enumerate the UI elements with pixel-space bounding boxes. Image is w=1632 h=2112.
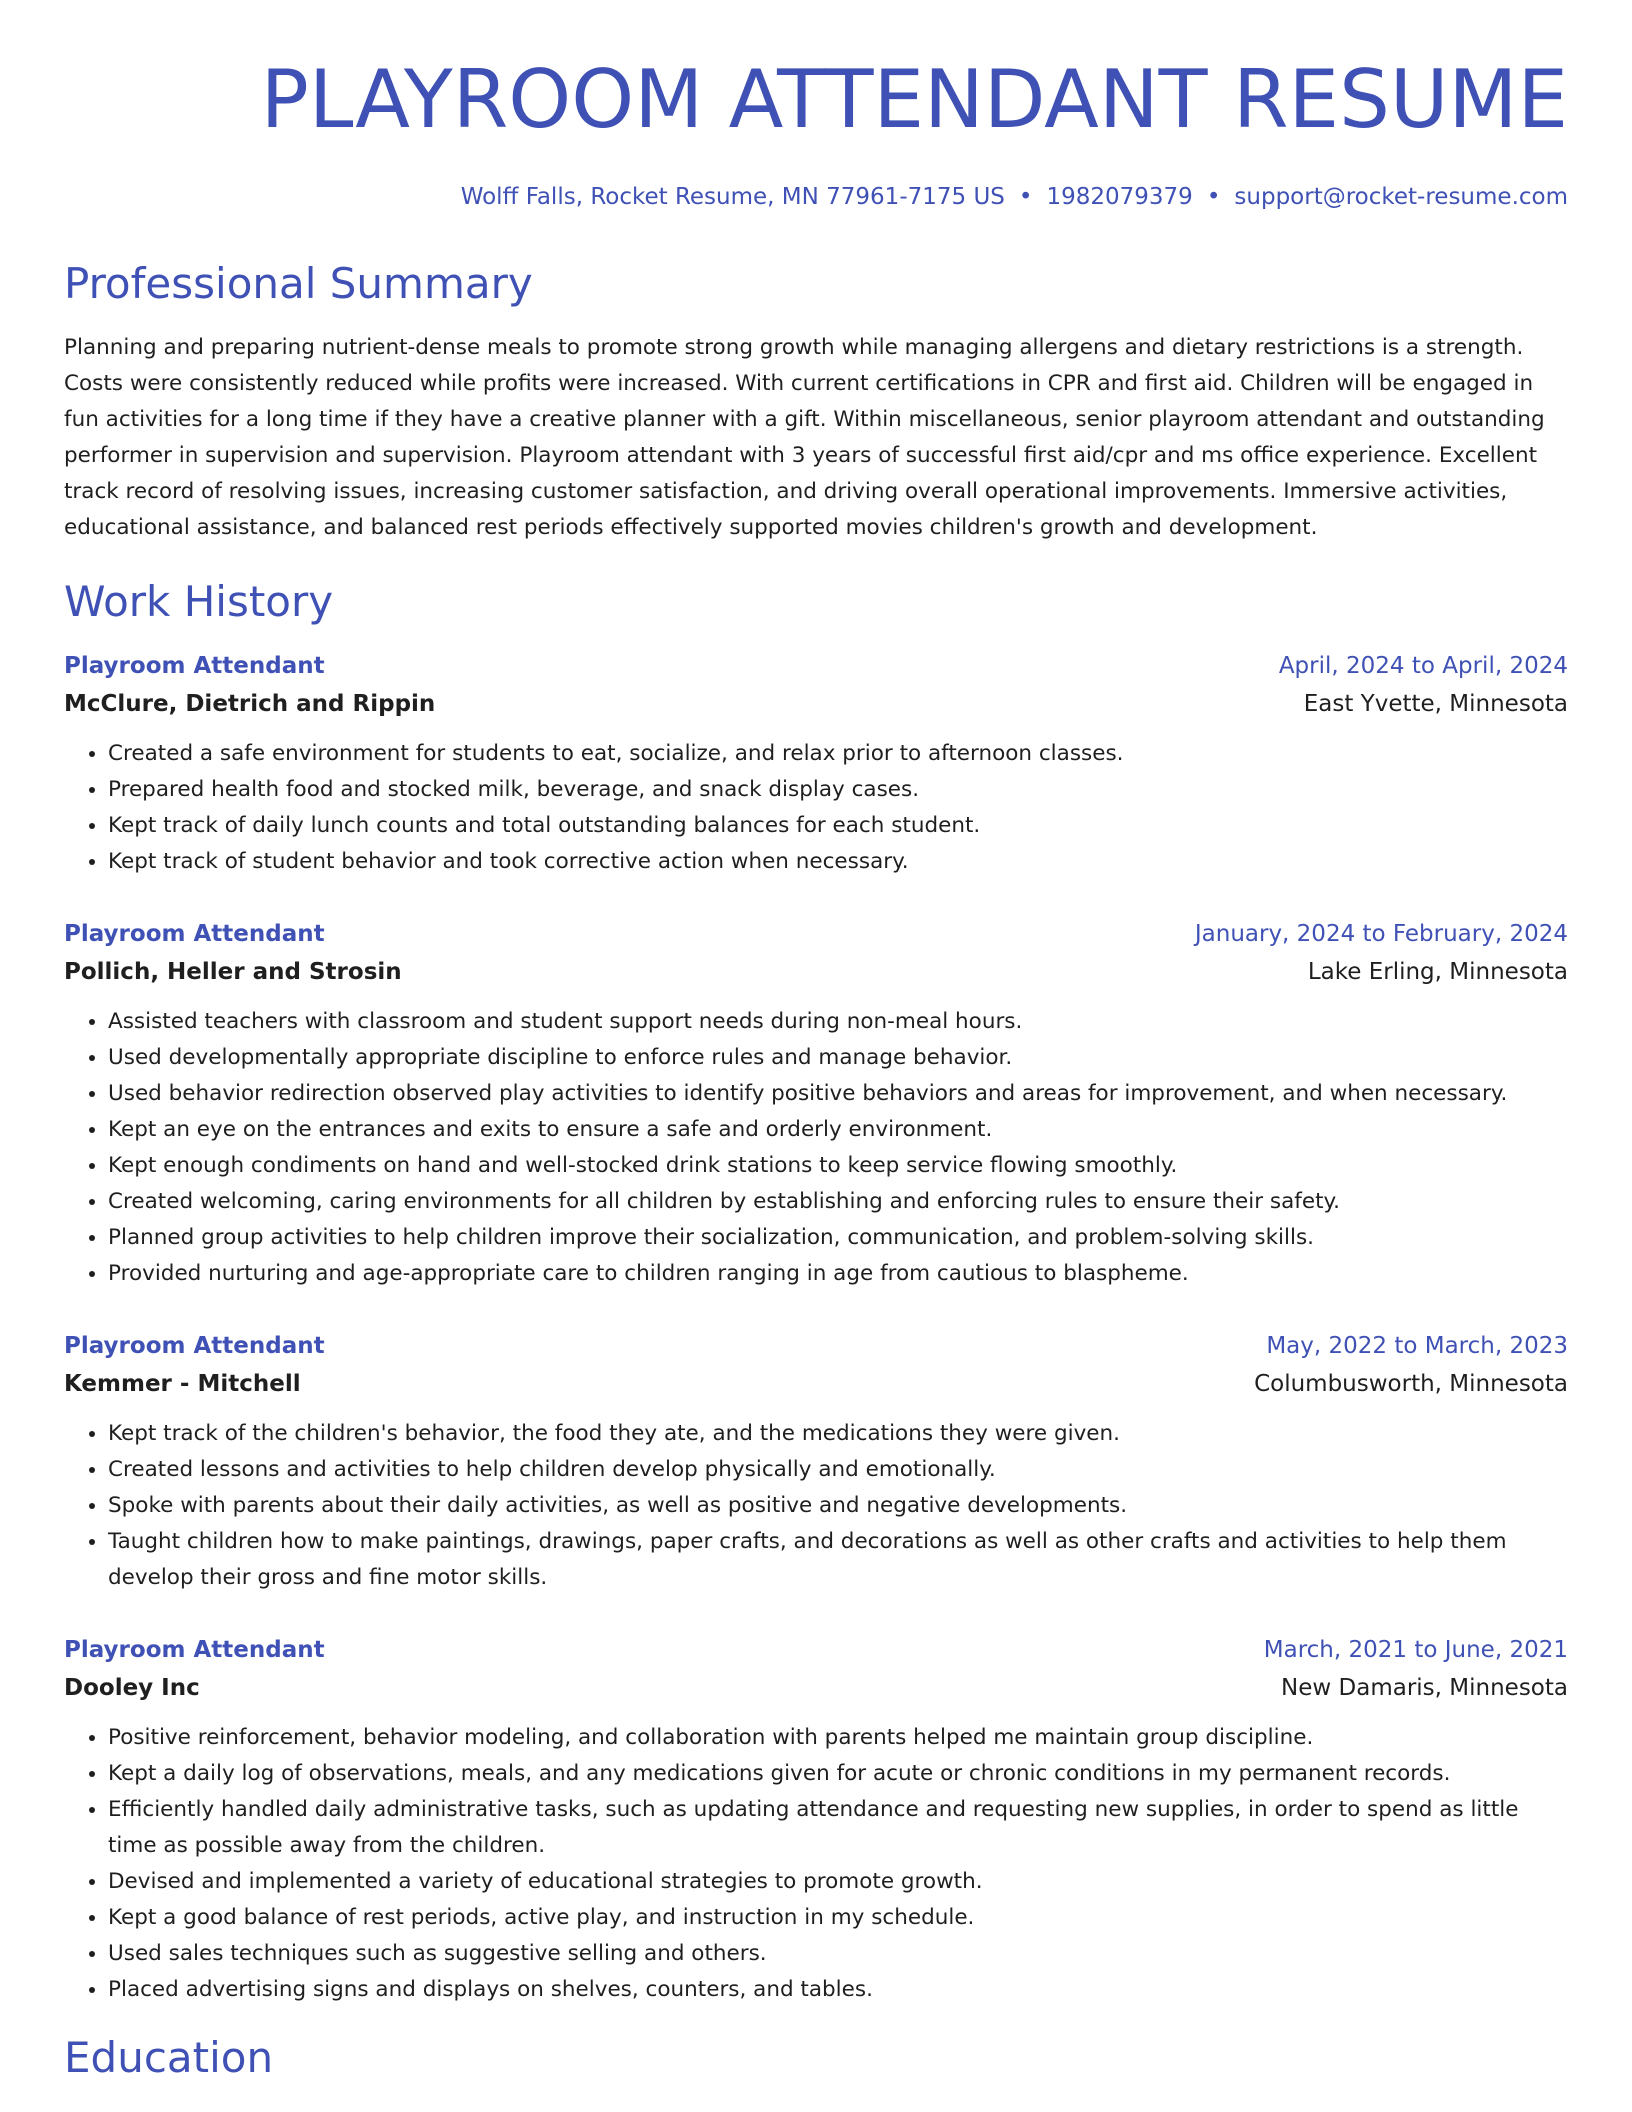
work-history-heading: Work History <box>64 577 334 626</box>
job-bullet: • Created a safe environment for students to eat, socialize, and relax prior to afternoon classes. <box>108 736 1568 772</box>
job-entry <box>64 648 1568 880</box>
job-company-row <box>64 952 1568 992</box>
job-bullets <box>64 1720 1568 2008</box>
job-bullets <box>64 1004 1568 1292</box>
job-dates: April, 2024 to April, 2024 <box>1278 653 1568 679</box>
job-entry <box>64 916 1568 1292</box>
job-title-row <box>64 916 1568 952</box>
job-location: New Damaris, Minnesota <box>1281 1675 1568 1701</box>
job-bullet: • Taught children how to make paintings, drawings, paper crafts, and decorations as well as other crafts and activities to help them develop their gross and fine motor skills. <box>108 1524 1568 1596</box>
job-bullet: • Devised and implemented a variety of educational strategies to promote growth. <box>108 1864 1568 1900</box>
contact-phone: 1982079379 <box>1046 184 1193 210</box>
education-heading: Education <box>64 2033 274 2082</box>
resume-title: PLAYROOM ATTENDANT RESUME <box>260 53 1568 146</box>
job-dates: January, 2024 to February, 2024 <box>1194 921 1568 947</box>
job-location: East Yvette, Minnesota <box>1303 691 1568 717</box>
job-bullet: • Created lessons and activities to help children develop physically and emotionally. <box>108 1452 1568 1488</box>
contact-address: Wolff Falls, Rocket Resume, MN 77961-7175 US <box>460 184 1005 210</box>
job-location: Lake Erling, Minnesota <box>1307 959 1568 985</box>
job-dates: March, 2021 to June, 2021 <box>1263 1637 1568 1663</box>
job-title: Playroom Attendant <box>64 1637 325 1663</box>
job-location: Columbusworth, Minnesota <box>1254 1371 1568 1397</box>
job-bullet: • Used behavior redirection observed play activities to identify positive behaviors and areas for improvement, and when necessary. <box>108 1076 1568 1112</box>
job-dates: May, 2022 to March, 2023 <box>1266 1333 1568 1359</box>
summary-text: Planning and preparing nutrient-dense meals to promote strong growth while managing allergens and dietary restrictions is a strength. Costs were consistently reduced while profits were increased. With current certifications in CPR and first aid. Children will be engaged in fun activities for a long time if they have a creative planner with a gift. Within miscellaneous, senior playroom attendant and outstanding performer in supervision and supervision. Playroom attendant with 3 years of successful first aid/cpr and ms office experience. Excellent track record of resolving issues, increasing customer satisfaction, and driving overall operational improvements. Immersive activities, educational assistance, and balanced rest periods effectively supported movies children's growth and development. <box>64 335 1545 540</box>
job-bullet: • Efficiently handled daily administrative tasks, such as updating attendance and requesting new supplies, in order to spend as little time as possible away from the children. <box>108 1792 1568 1864</box>
contact-separator: • <box>1018 184 1033 210</box>
job-bullet: • Kept a daily log of observations, meals, and any medications given for acute or chronic conditions in my permanent records. <box>108 1756 1568 1792</box>
job-bullet: • Provided nurturing and age-appropriate care to children ranging in age from cautious to blaspheme. <box>108 1256 1568 1292</box>
job-bullet: • Positive reinforcement, behavior modeling, and collaboration with parents helped me maintain group discipline. <box>108 1720 1568 1756</box>
job-title-row <box>64 1632 1568 1668</box>
job-title: Playroom Attendant <box>64 653 325 679</box>
job-bullet: • Kept a good balance of rest periods, active play, and instruction in my schedule. <box>108 1900 1568 1936</box>
job-bullet: • Assisted teachers with classroom and student support needs during non-meal hours. <box>108 1004 1568 1040</box>
job-bullet: • Kept enough condiments on hand and well-stocked drink stations to keep service flowing smoothly. <box>108 1148 1568 1184</box>
contact-separator: • <box>1206 184 1221 210</box>
job-bullet: • Placed advertising signs and displays on shelves, counters, and tables. <box>108 1972 1568 2008</box>
job-company-row <box>64 1364 1568 1404</box>
summary-heading: Professional Summary <box>64 259 533 308</box>
job-entry <box>64 1632 1568 2008</box>
job-company-row <box>64 684 1568 724</box>
job-company: Dooley Inc <box>64 1675 200 1701</box>
job-entry <box>64 1328 1568 1596</box>
job-bullet: • Created welcoming, caring environments for all children by establishing and enforcing rules to ensure their safety. <box>108 1184 1568 1220</box>
contact-line <box>64 184 1568 210</box>
job-bullet: • Kept track of student behavior and took corrective action when necessary. <box>108 844 1568 880</box>
job-bullet: • Kept an eye on the entrances and exits to ensure a safe and orderly environment. <box>108 1112 1568 1148</box>
job-title-row <box>64 648 1568 684</box>
job-bullet: • Kept track of daily lunch counts and total outstanding balances for each student. <box>108 808 1568 844</box>
job-company-row <box>64 1668 1568 1708</box>
job-company: McClure, Dietrich and Rippin <box>64 691 436 717</box>
job-bullet: • Used developmentally appropriate discipline to enforce rules and manage behavior. <box>108 1040 1568 1076</box>
job-bullet: • Used sales techniques such as suggestive selling and others. <box>108 1936 1568 1972</box>
job-bullet: • Kept track of the children's behavior, the food they ate, and the medications they were given. <box>108 1416 1568 1452</box>
job-company: Kemmer - Mitchell <box>64 1371 301 1397</box>
job-bullets <box>64 1416 1568 1596</box>
job-title-row <box>64 1328 1568 1364</box>
contact-email: support@rocket-resume.com <box>1234 184 1568 210</box>
job-title: Playroom Attendant <box>64 921 325 947</box>
job-company: Pollich, Heller and Strosin <box>64 959 402 985</box>
resume-page <box>64 0 1568 2084</box>
job-bullet: • Spoke with parents about their daily activities, as well as positive and negative developments. <box>108 1488 1568 1524</box>
job-bullet: • Prepared health food and stocked milk, beverage, and snack display cases. <box>108 772 1568 808</box>
job-bullets <box>64 736 1568 880</box>
job-bullet: • Planned group activities to help children improve their socialization, communication, and problem-solving skills. <box>108 1220 1568 1256</box>
job-title: Playroom Attendant <box>64 1333 325 1359</box>
